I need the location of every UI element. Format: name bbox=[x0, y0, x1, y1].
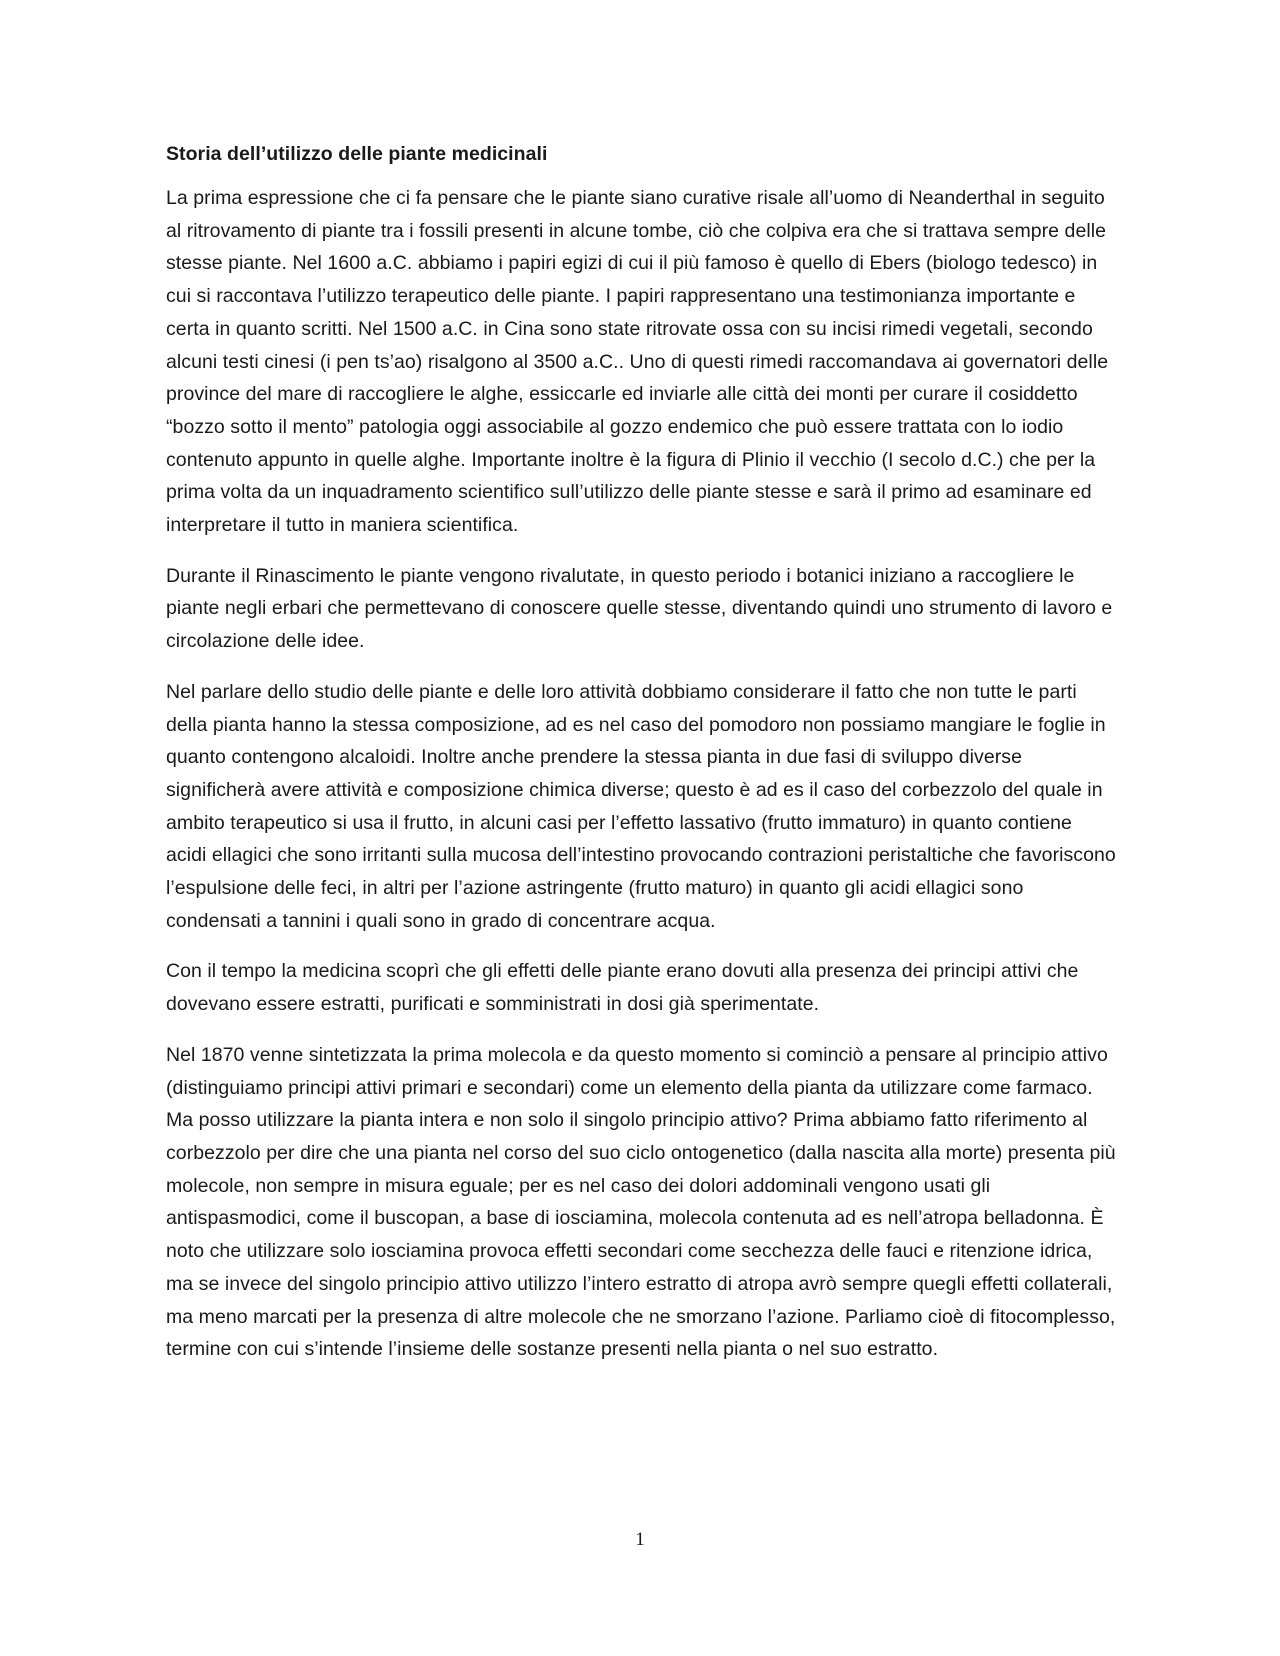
page-number: 1 bbox=[635, 1529, 645, 1550]
paragraph-history-origins: La prima espressione che ci fa pensare che le piante siano curative risale all’uomo di Neanderthal in seguito al ritrovamento di piante tra i fossili presenti in alcune tombe, ciò che colpiva era che si trattava sempre delle stesse piante. Nel 1600 a.C. abbiamo i papiri egizi di cui il più famoso è quello di Ebers (biologo tedesco) in cui si raccontava l’utilizzo terapeutico delle piante. I papiri rappresentano una testimonianza importante e certa in quanto scritti. Nel 1500 a.C. in Cina sono state ritrovate ossa con su incisi rimedi vegetali, secondo alcuni testi cinesi (i pen ts’ao) risalgono al 3500 a.C.. Uno di questi rimedi raccomandava ai governatori delle province del mare di raccogliere le alghe, essiccarle ed inviarle alle città dei monti per curare il cosiddetto “bozzo sotto il mento” patologia oggi associabile al gozzo endemico che può essere trattata con lo iodio contenuto appunto in quelle alghe. Importante inoltre è la figura di Plinio il vecchio (I secolo d.C.) che per la prima volta da un inquadramento scientifico sull’utilizzo delle piante stesse e sarà il primo ad esaminare ed interpretare il tutto in maniera scientifica. bbox=[166, 187, 1109, 537]
paragraph-phytocomplex: Nel 1870 venne sintetizzata la prima molecola e da questo momento si cominciò a pensare al principio attivo (distinguiamo principi attivi primari e secondari) come un elemento della pianta da utilizzare come farmaco. Ma posso utilizzare la pianta intera e non solo il singolo principio attivo? Prima abbiamo fatto riferimento al corbezzolo per dire che una pianta nel corso del suo ciclo ontogenetico (dalla nascita alla morte) presenta più molecole, non sempre in misura eguale; per es nel caso dei dolori addominali vengono usati gli antispasmodici, come il buscopan, a base di iosciamina, molecola contenuta ad es nell’atropa belladonna. È noto che utilizzare solo iosciamina provoca effetti secondari come secchezza delle fauci e ritenzione idrica, ma se invece del singolo principio attivo utilizzo l’intero estratto di atropa avrò sempre quegli effetti collaterali, ma meno marcati per la presenza di altre molecole che ne smorzano l’azione. Parliamo cioè di fitocomplesso, termine con cui s’intende l’insieme delle sostanze presenti nella pianta o nel suo estratto. bbox=[166, 1043, 1116, 1361]
document-title: Storia dell’utilizzo delle piante medicinali bbox=[166, 143, 548, 165]
paragraph-plant-parts: Nel parlare dello studio delle piante e delle loro attività dobbiamo considerare il fatto che non tutte le parti della pianta hanno la stessa composizione, ad es nel caso del pomodoro non possiamo mangiare le foglie in quanto contengono alcaloidi. Inoltre anche prendere la stessa pianta in due fasi di sviluppo diverse significherà avere attività e composizione chimica diverse; questo è ad es il caso del corbezzolo del quale in ambito terapeutico si usa il frutto, in alcuni casi per l’effetto lassativo (frutto immaturo) in quanto contiene acidi ellagici che sono irritanti sulla mucosa dell’intestino provocando contrazioni peristaltiche che favoriscono l’espulsione delle feci, in altri per l’azione astringente (frutto maturo) in quanto gli acidi ellagici sono condensati a tannini i quali sono in grado di concentrare acqua. bbox=[166, 680, 1116, 932]
document-page bbox=[166, 138, 1116, 1384]
paragraph-renaissance: Durante il Rinascimento le piante vengono rivalutate, in questo periodo i botanici iniziano a raccogliere le piante negli erbari che permettevano di conoscere quelle stesse, diventando quindi uno strumento di lavoro e circolazione delle idee. bbox=[166, 564, 1113, 653]
paragraph-active-principles: Con il tempo la medicina scoprì che gli effetti delle piante erano dovuti alla presenza dei principi attivi che dovevano essere estratti, purificati e somministrati in dosi già sperimentate. bbox=[166, 960, 1079, 1016]
